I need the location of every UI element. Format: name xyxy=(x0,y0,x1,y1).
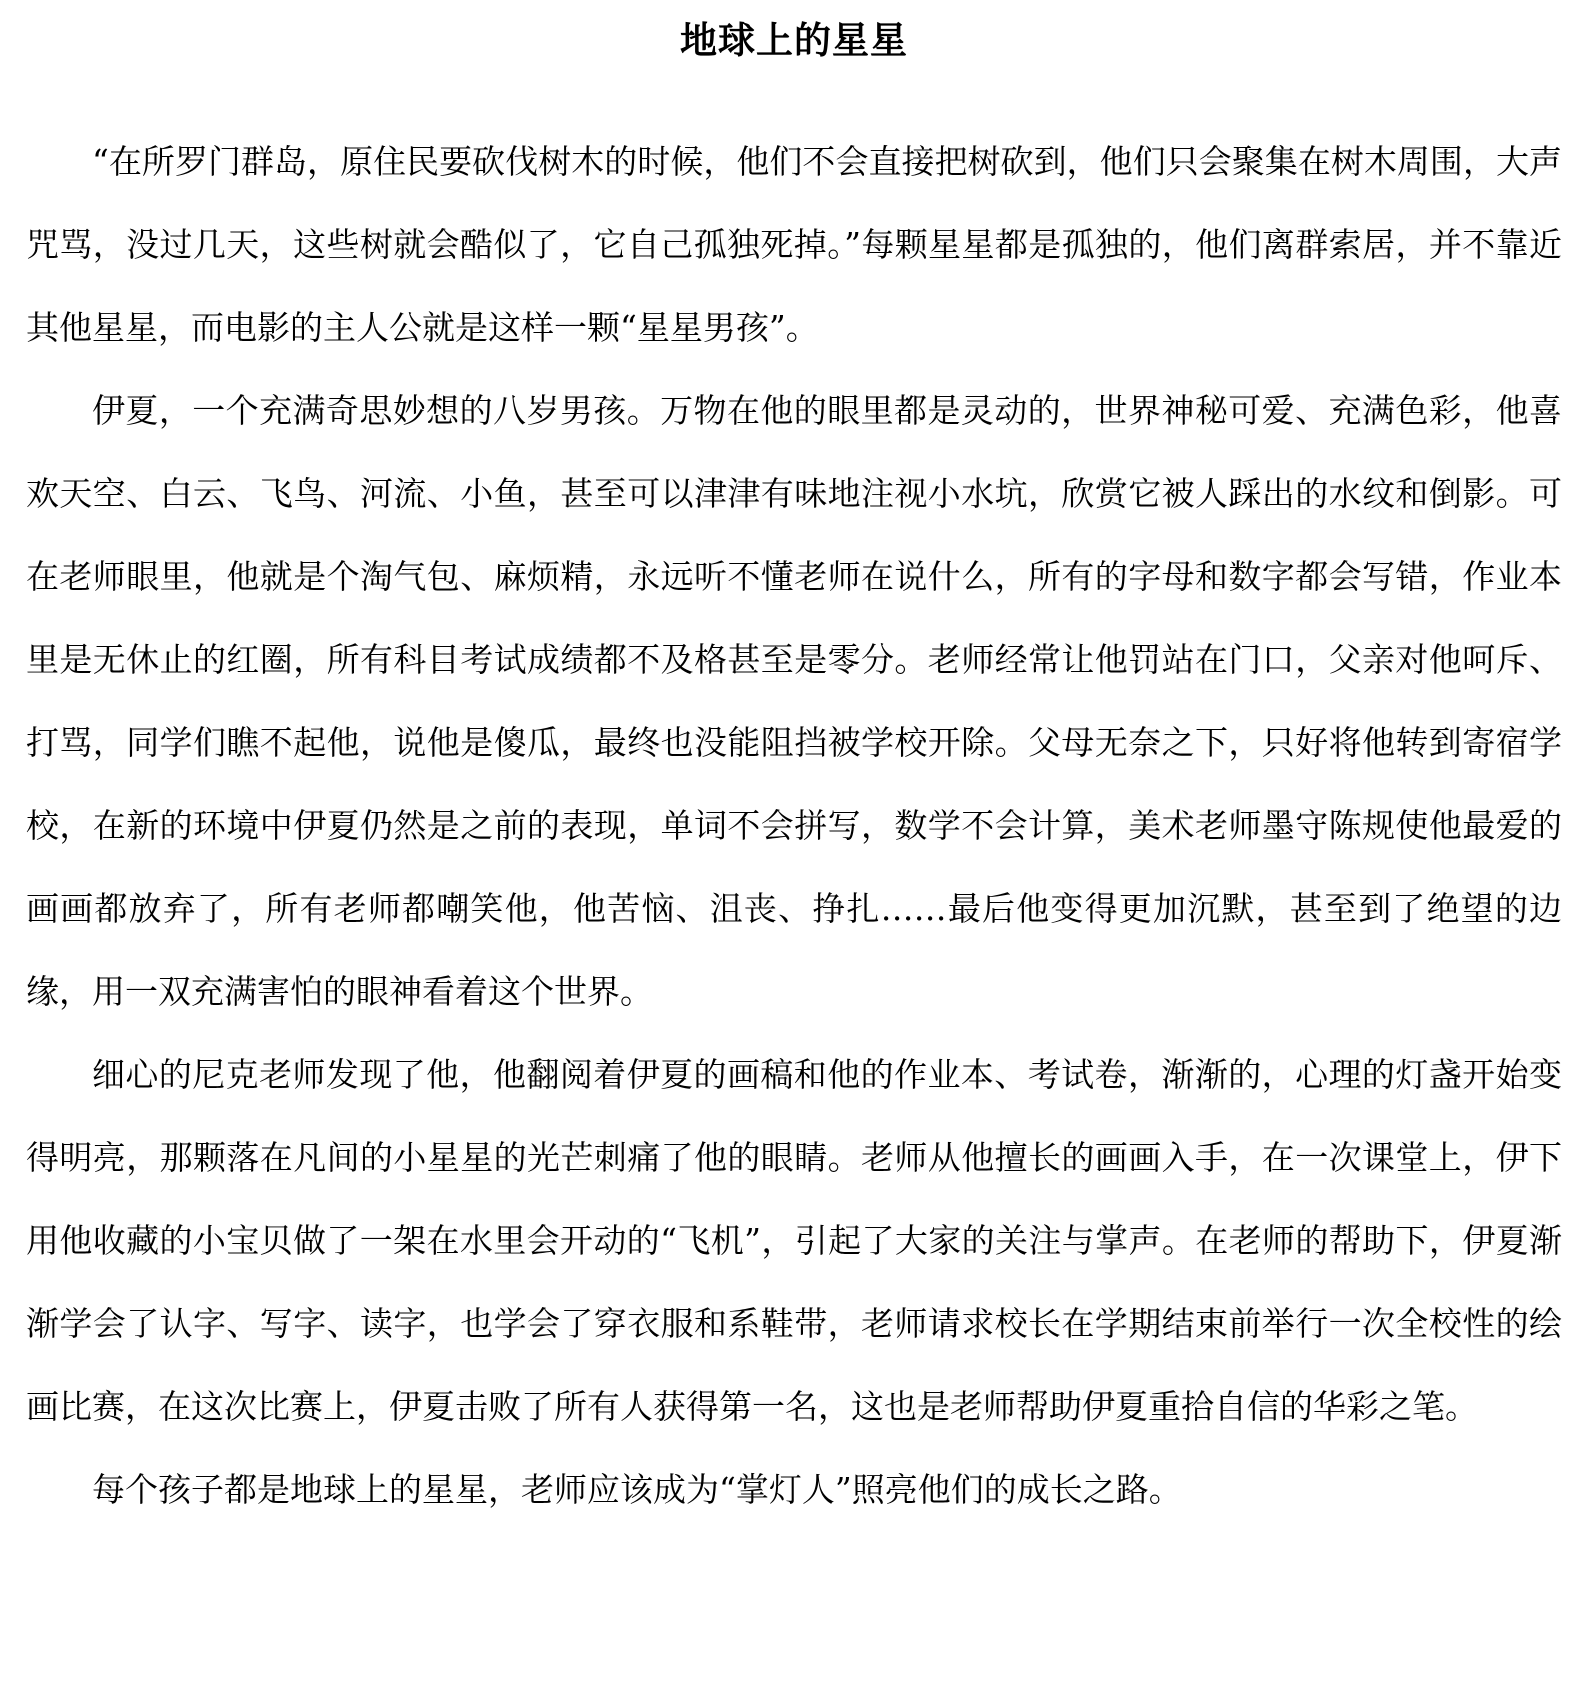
document-title: 地球上的星星 xyxy=(680,18,908,62)
paragraph-intro: “在所罗门群岛，原住民要砍伐树木的时候，他们不会直接把树砍到，他们只会聚集在树木周围，大声咒骂，没过几天，这些树就会酷似了，它自己孤独死掉。”每颗星星都是孤独的，他们离群索居，并不靠近其他星星，而电影的主人公就是这样一颗“星星男孩”。 xyxy=(26,142,1562,347)
document-page xyxy=(26,0,1562,1531)
paragraph-ishaan-story: 伊夏，一个充满奇思妙想的八岁男孩。万物在他的眼里都是灵动的，世界神秘可爱、充满色彩，他喜欢天空、白云、飞鸟、河流、小鱼，甚至可以津津有味地注视小水坑，欣赏它被人踩出的水纹和倒影。可在老师眼里，他就是个淘气包、麻烦精，永远听不懂老师在说什么，所有的字母和数字都会写错，作业本里是无休止的红圈，所有科目考试成绩都不及格甚至是零分。老师经常让他罚站在门口，父亲对他呵斥、打骂，同学们瞧不起他，说他是傻瓜，最终也没能阻挡被学校开除。父母无奈之下，只好将他转到寄宿学校，在新的环境中伊夏仍然是之前的表现，单词不会拼写，数学不会计算，美术老师墨守陈规使他最爱的画画都放弃了，所有老师都嘲笑他，他苦恼、沮丧、挣扎……最后他变得更加沉默，甚至到了绝望的边缘，用一双充满害怕的眼神看着这个世界。 xyxy=(26,391,1562,1011)
paragraph-conclusion: 每个孩子都是地球上的星星，老师应该成为“掌灯人”照亮他们的成长之路。 xyxy=(92,1470,1182,1509)
document-body xyxy=(26,120,1562,1531)
paragraph-teacher-nikumbh: 细心的尼克老师发现了他，他翻阅着伊夏的画稿和他的作业本、考试卷，渐渐的，心理的灯盏开始变得明亮，那颗落在凡间的小星星的光芒刺痛了他的眼睛。老师从他擅长的画画入手，在一次课堂上，伊下用他收藏的小宝贝做了一架在水里会开动的“飞机”，引起了大家的关注与掌声。在老师的帮助下，伊夏渐渐学会了认字、写字、读字，也学会了穿衣服和系鞋带，老师请求校长在学期结束前举行一次全校性的绘画比赛，在这次比赛上，伊夏击败了所有人获得第一名，这也是老师帮助伊夏重拾自信的华彩之笔。 xyxy=(26,1055,1562,1426)
